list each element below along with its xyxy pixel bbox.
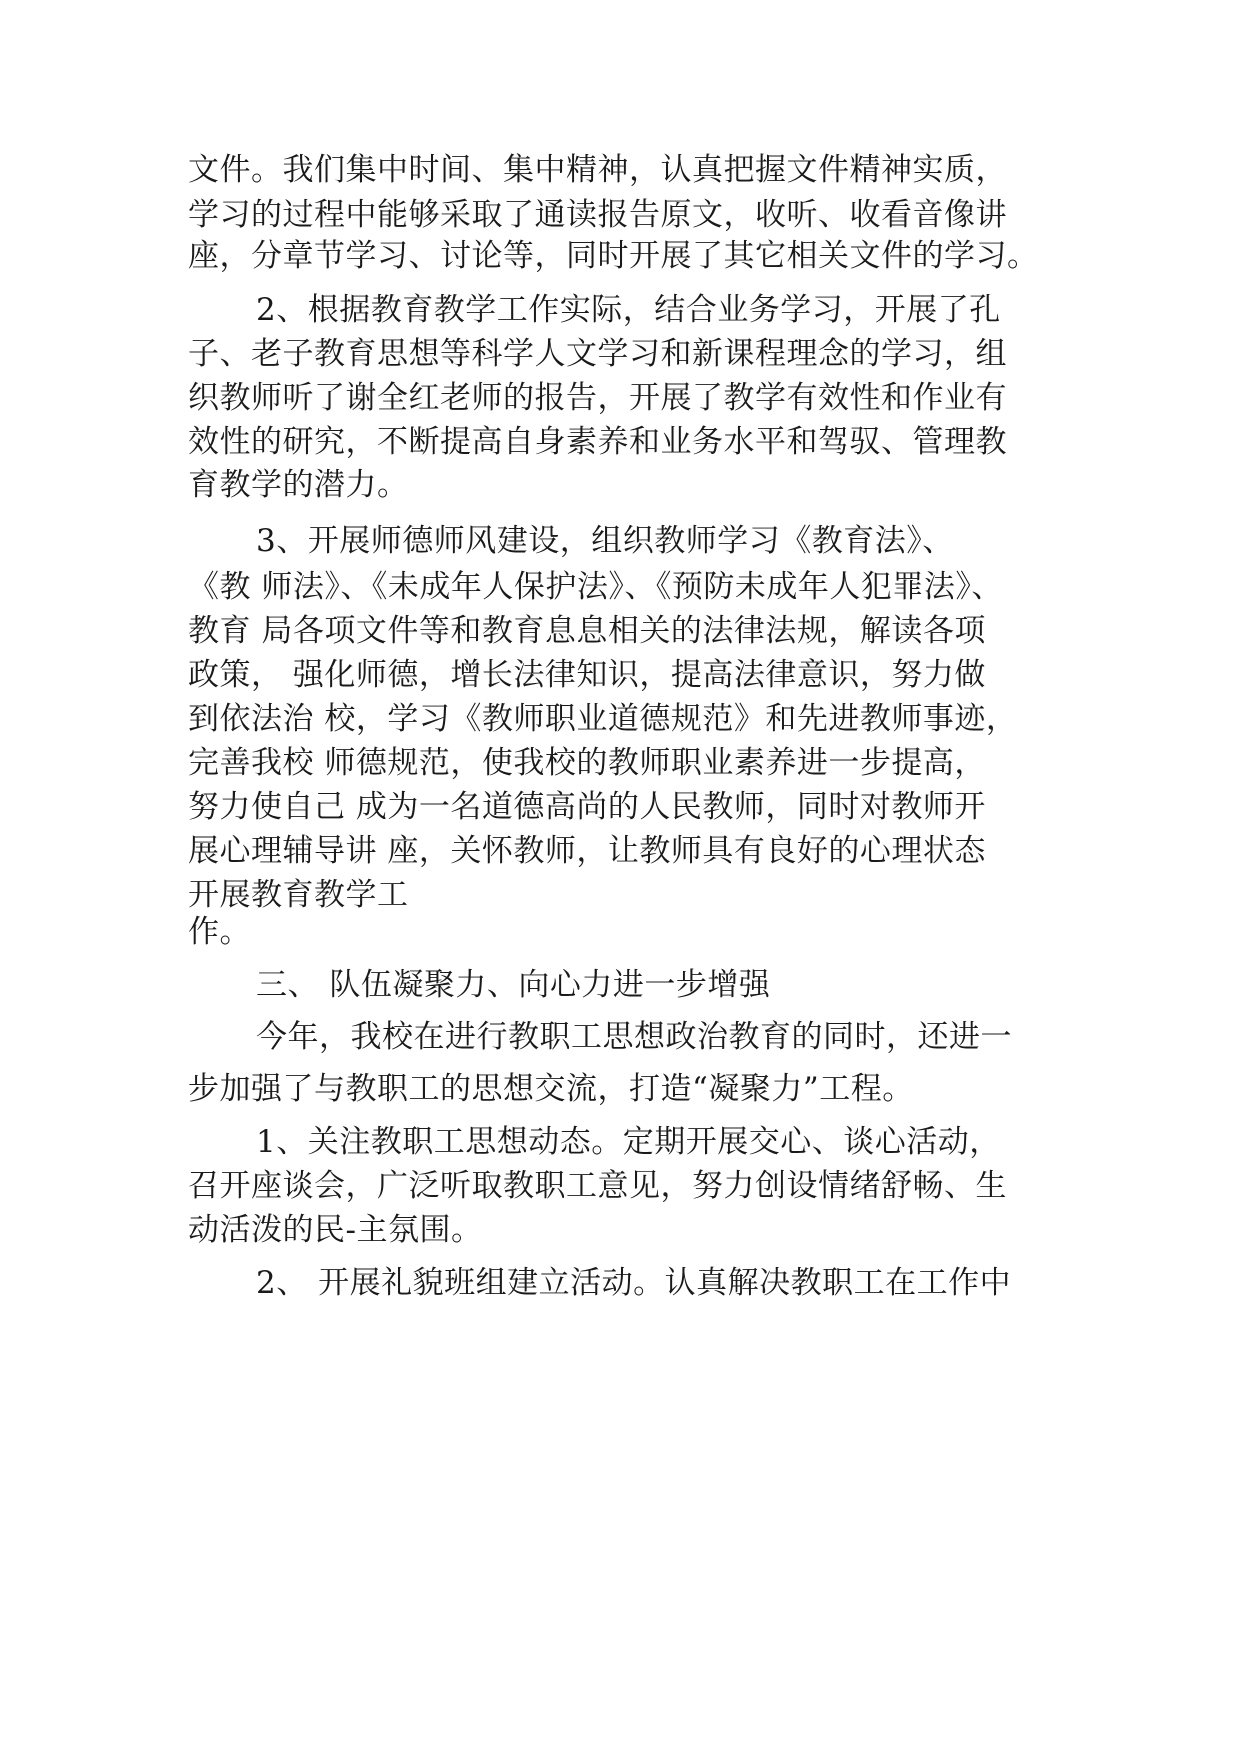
text-line: 座，分章节学习、讨论等，同时开展了其它相关文件的学习。 — [188, 238, 1039, 274]
text-line: 展心理辅导讲 座，关怀教师，让教师具有良好的心理状态 — [188, 833, 986, 869]
text-line: 1、关注教职工思想动态。定期开展交心、谈心活动， — [256, 1124, 1001, 1160]
text-line: 文件。我们集中时间、集中精神，认真把握文件精神实质， — [188, 152, 1007, 188]
text-line: 2、根据教育教学工作实际，结合业务学习，开展了孔 — [256, 292, 1001, 328]
text-line: 织教师听了谢全红老师的报告，开展了教学有效性和作业有 — [188, 380, 1007, 416]
text-line: 开展教育教学工 — [188, 877, 409, 913]
text-line: 学习的过程中能够采取了通读报告原文，收听、收看音像讲 — [188, 197, 1007, 233]
text-line: 今年，我校在进行教职工思想政治教育的同时，还进一 — [256, 1019, 1012, 1055]
text-line: 效性的研究，不断提高自身素养和业务水平和驾驭、管理教 — [188, 424, 1007, 460]
section-heading: 三、 队伍凝聚力、向心力进一步增强 — [256, 967, 771, 1003]
text-line: 步加强了与教职工的思想交流，打造“凝聚力”工程。 — [188, 1071, 914, 1107]
text-line: 作。 — [188, 914, 251, 950]
text-line: 到依法治 校，学习《教师职业道德规范》和先进教师事迹， — [188, 701, 1018, 737]
text-line: 努力使自己 成为一名道德高尚的人民教师，同时对教师开 — [188, 789, 986, 825]
text-line: 育教学的潜力。 — [188, 467, 409, 503]
text-line: 子、老子教育思想等科学人文学习和新课程理念的学习，组 — [188, 336, 1007, 372]
text-line: 教育 局各项文件等和教育息息相关的法律法规，解读各项 — [188, 613, 986, 649]
text-line: 2、 开展礼貌班组建立活动。认真解决教职工在工作中 — [256, 1265, 1012, 1301]
text-line: 《教 师法》、《未成年人保护法》、《预防未成年人犯罪法》、 — [188, 569, 1003, 605]
text-line: 完善我校 师德规范，使我校的教师职业素养进一步提高， — [188, 745, 986, 781]
text-line: 召开座谈会，广泛听取教职工意见，努力创设情绪舒畅、生 — [188, 1168, 1007, 1204]
text-line: 政策， 强化师德，增长法律知识，提高法律意识，努力做 — [188, 657, 986, 693]
text-line: 动活泼的民-主氛围。 — [188, 1212, 483, 1248]
text-line: 3、开展师德师风建设，组织教师学习《教育法》、 — [256, 523, 954, 559]
